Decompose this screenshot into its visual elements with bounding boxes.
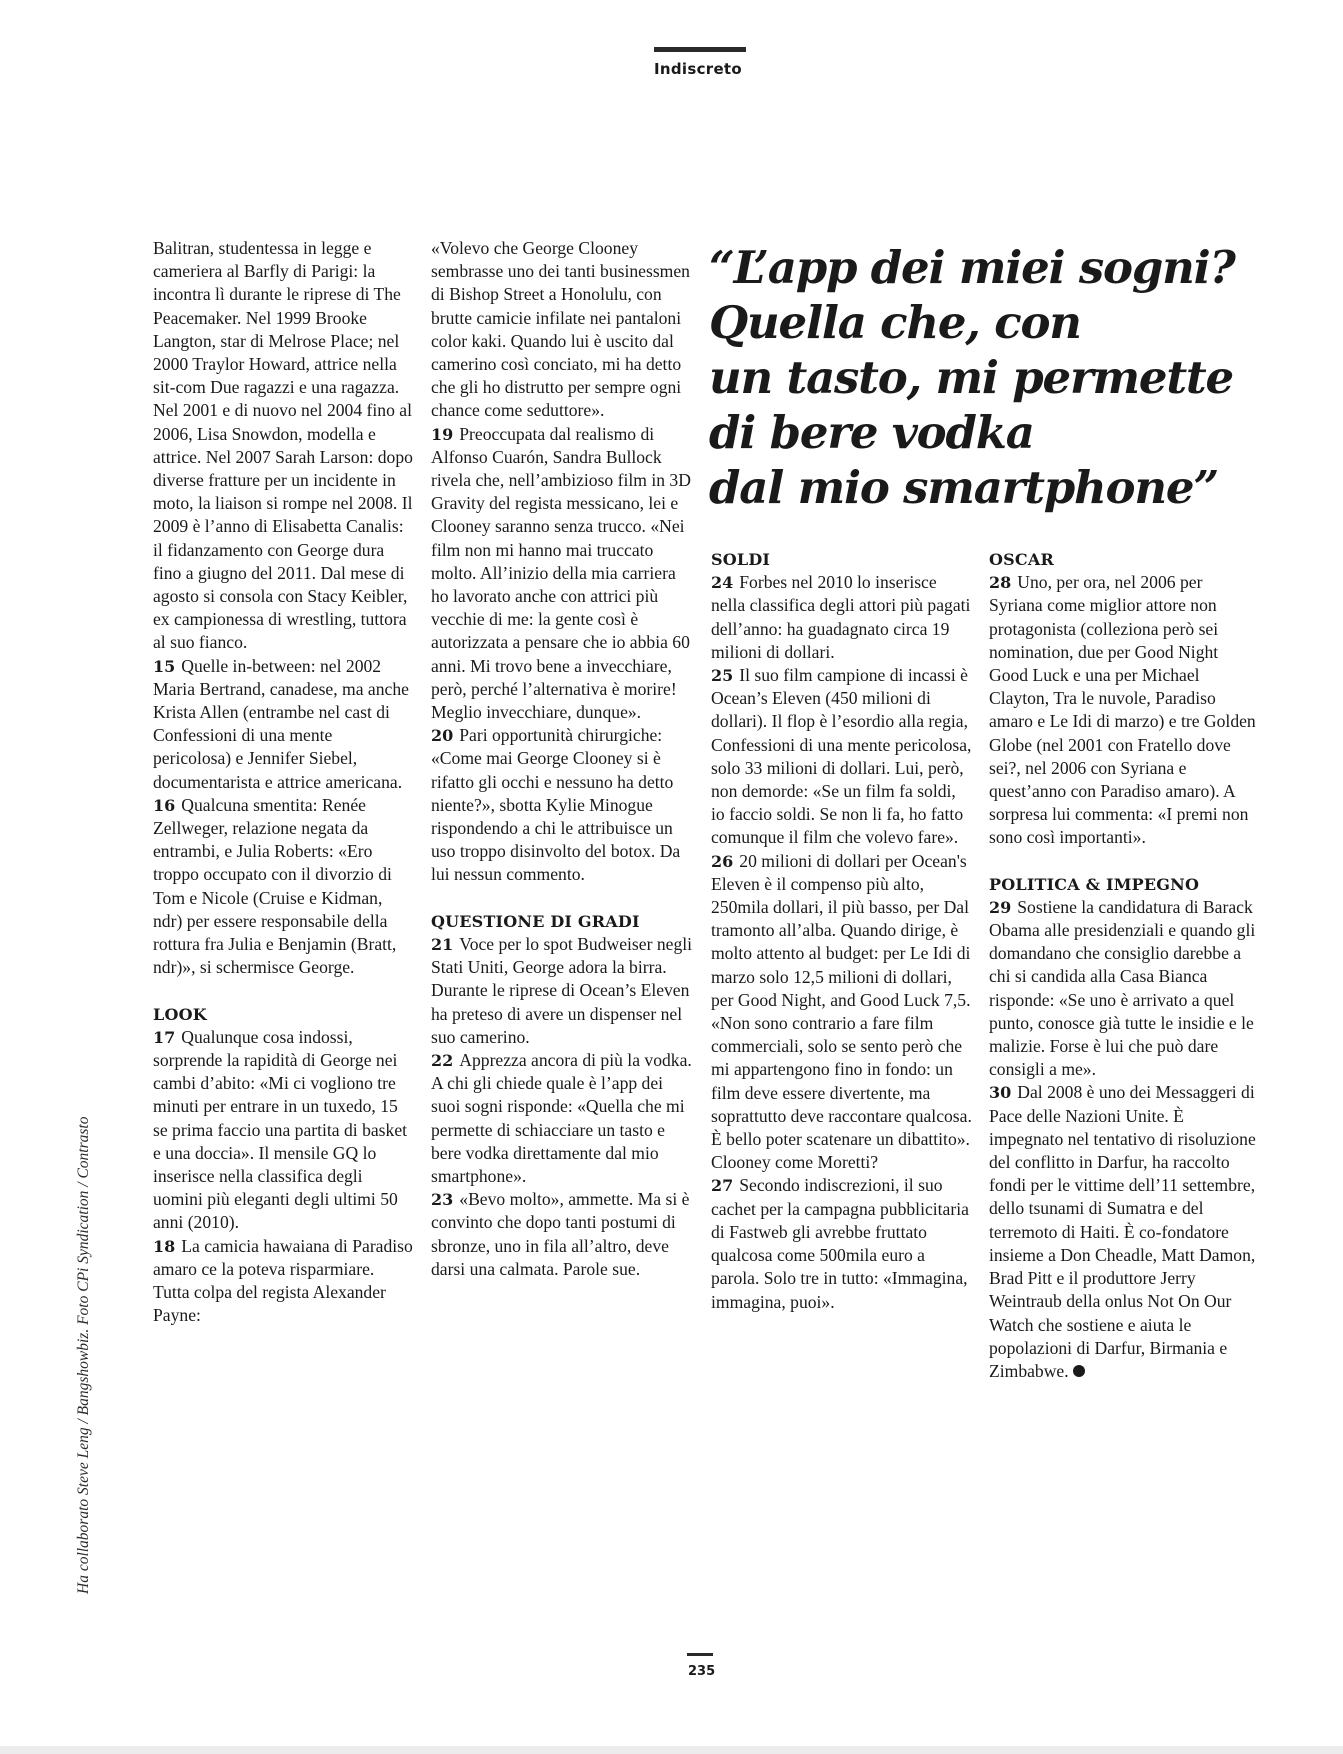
article-column-1 (153, 237, 413, 1327)
item-text: Secondo indiscrezioni, il suo cachet per la campagna pubblicitaria di Fastweb gli avrebbe fruttato qualcosa come 500mila euro a parola. Solo tre in tutto: «Immagina, immagina, puoi». (711, 1175, 969, 1312)
subhead-soldi: SOLDI (711, 550, 771, 569)
item-text: Qualunque cosa indossi, sorprende la rapidità di George nei cambi d’abito: «Mi ci vogliono tre minuti per entrare in un tuxedo, 15 se prima faccio una partita di basket e una doccia». Il mensile GQ lo inserisce nella classifica degli uomini più eleganti degli ultimi 50 anni (2010). (153, 1026, 408, 1233)
item-text: Dal 2008 è uno dei Messaggeri di Pace delle Nazioni Unite. È impegnato nel tentativo di risoluzione del conflitto in Darfur, ha raccolto fondi per le vittime dell’11 settembre, dello tsunami di Sumatra e del terremoto di Haiti. È co-fondatore insieme a Don Cheadle, Matt Damon, Brad Pitt e il produttore Jerry Weintraub della onlus Not On Our Watch che sostiene e aiuta le popolazioni di Darfur, Birmania e Zimbabwe. (989, 1082, 1256, 1381)
pull-quote-line: un tasto, mi permette (709, 351, 1233, 404)
item-number: 25 (711, 666, 734, 686)
paragraph: Balitran, studentessa in legge e cameriera al Barfly di Parigi: la incontra lì durante le riprese di The Peacemaker. Nel 1999 Brooke Langton, star di Melrose Place; nel 2000 Traylor Howard, attrice nella sit-com Due ragazzi e una ragazza. Nel 2001 e di nuovo nel 2004 fino al 2006, Lisa Snowdon, modella e attrice. Nel 2007 Sarah Larson: dopo diverse fratture per un incidente in moto, la liaison si rompe nel 2008. Il 2009 è l’anno di Elisabetta Canalis: il fidanzamento con George dura fino a giugno del 2011. Dal mese di agosto si consola con Stacy Keibler, ex campionessa di wrestling, tuttora al suo fianco. (153, 238, 413, 653)
item-number: 27 (711, 1176, 734, 1196)
footer-rule (687, 1653, 713, 1656)
item-21 (431, 933, 695, 1049)
item-number: 21 (431, 934, 454, 954)
pull-quote-line: “L’app dei miei sogni? (709, 241, 1235, 294)
item-text: «Bevo molto», ammette. Ma si è convinto che dopo tanti postumi di sbronze, uno in fila all’altro, deve darsi una calmata. Parole sue. (431, 1189, 690, 1279)
item-text: La camicia hawaiana di Paradiso amaro ce la poteva risparmiare. Tutta colpa del regista Alexander Payne: (153, 1235, 413, 1326)
item-text: Uno, per ora, nel 2006 per Syriana come miglior attore non protagonista (colleziona però sei nomination, due per Good Night Good Luck e una per Michael Clayton, Tra le nuvole, Paradiso amaro e Le Idi di marzo) e tre Golden Globe (nel 2001 con Fratello dove sei?, nel 2006 con Syriana e quest’anno con Paradiso amaro). A sorpresa lui commenta: «I premi non sono così importanti». (989, 572, 1256, 848)
item-number: 17 (153, 1027, 176, 1047)
item-24 (711, 571, 973, 664)
end-of-article-dot-icon (1073, 1365, 1085, 1377)
article-column-3 (711, 548, 973, 1314)
subhead-questione-di-gradi: QUESTIONE DI GRADI (431, 911, 640, 931)
item-text: Il suo film campione di incassi è Ocean’s Eleven (450 milioni di dollari). Il flop è l’esordio alla regia, Confessioni di una mente pericolosa, solo 33 milioni di dollari. Lui, però, non demorde: «Se un film fa soldi, io faccio soldi. Se non li fa, ho fatto comunque il film che volevo fare». (711, 665, 972, 848)
pull-quote-line: di bere vodka (709, 406, 1034, 459)
item-20 (431, 724, 695, 886)
photo-credit: Ha collaborato Steve Leng / Bangshowbiz. Foto CPi Syndication / Contrasto (75, 1116, 92, 1594)
item-text: Forbes nel 2010 lo inserisce nella classifica degli attori più pagati dell’anno: ha guadagnato circa 19 milioni di dollari. (711, 572, 971, 662)
item-text: Sostiene la candidatura di Barack Obama alle presidenziali e quando gli domandano che consiglio darebbe a chi si candida alla Casa Bianca risponde: «Se uno è arrivato a quel punto, conosce già tutte le insidie e le malizie. Forse è lui che può dare consigli a me». (989, 896, 1256, 1080)
paragraph: «Volevo che George Clooney sembrasse uno dei tanti businessmen di Bishop Street a Honolulu, con brutte camicie infilate nei pantaloni color kaki. Quando lui è uscito dal camerino così conciato, mi ha detto che gli ho distrutto per sempre ogni chance come seduttore». (431, 238, 690, 421)
item-text: Qualcuna smentita: Renée Zellweger, relazione negata da entrambi, e Julia Roberts: «Ero troppo occupato con il divorzio di Tom e Nicole (Cruise e Kidman, ndr) per essere responsabile della rottura fra Julia e Benjamin (Bratt, ndr)», si schermisce George. (153, 794, 397, 978)
item-number: 29 (989, 897, 1012, 917)
item-29 (989, 896, 1259, 1082)
item-25 (711, 664, 973, 850)
item-number: 26 (711, 851, 734, 871)
item-28 (989, 571, 1259, 849)
item-18 (153, 1235, 413, 1328)
item-22 (431, 1049, 695, 1188)
item-text: Quelle in-between: nel 2002 Maria Bertrand, canadese, ma anche Krista Allen (entrambe nel cast di Confessioni di una mente pericolosa) e Jennifer Siebel, documentarista e attrice americana. (153, 655, 409, 792)
article-column-2 (431, 237, 695, 1281)
item-26 (711, 850, 973, 1175)
item-text: Voce per lo spot Budweiser negli Stati Uniti, George adora la birra. Durante le riprese di Ocean’s Eleven ha preteso di avere un dispenser nel suo camerino. (431, 933, 693, 1047)
subhead-politica-impegno: POLITICA & IMPEGNO (989, 874, 1200, 894)
pull-quote-line: dal mio smartphone” (709, 461, 1219, 514)
item-number: 30 (989, 1083, 1012, 1103)
item-number: 20 (431, 726, 454, 746)
item-number: 19 (431, 424, 454, 444)
item-30 (989, 1081, 1259, 1383)
subhead-oscar: OSCAR (989, 550, 1054, 569)
item-number: 28 (989, 573, 1012, 593)
pull-quote (709, 240, 1269, 515)
item-16 (153, 794, 413, 980)
item-text: Pari opportunità chirurgiche: «Come mai George Clooney si è rifatto gli occhi e nessuno ha detto niente?», sbotta Kylie Minogue rispondendo a chi le attribuisce un uso troppo disinvolto del botox. Da lui nessun commento. (431, 725, 681, 885)
item-15 (153, 655, 413, 794)
item-number: 23 (431, 1190, 454, 1210)
item-text: 20 milioni di dollari per Ocean's Eleven è il compenso più alto, 250mila dollari, il più basso, per Dal tramonto all’alba. Quando dirige, è molto attento al budget: per Le Idi di marzo solo 12,5 milioni di dollari, per Good Night, and Good Luck 7,5. «Non sono contrario a fare film commerciali, solo se sento però che mi appartengono fino in fondo: un film deve essere divertente, ma soprattutto deve raccontare qualcosa. È bello poter scatenare un dibattito». Clooney come Moretti? (711, 850, 972, 1173)
item-text: Preoccupata dal realismo di Alfonso Cuarón, Sandra Bullock rivela che, nell’ambizioso film in 3D Gravity del regista messicano, lei e Clooney saranno senza trucco. «Nei film non mi hanno mai truccato molto. All’inizio della mia carriera ho lavorato anche con attrici più vecchie di me: la gente così è autorizzata a pensare che io abbia 60 anni. Mi trovo bene a invecchiare, però, perché l’alternativa è morire! Meglio invecchiare, dunque». (431, 423, 691, 723)
item-number: 22 (431, 1050, 454, 1070)
item-text: Apprezza ancora di più la vodka. A chi gli chiede quale è l’app dei suoi sogni risponde: «Quella che mi permette di schiacciare un tasto e bere vodka direttamente dal mio smartphone». (431, 1049, 692, 1186)
item-number: 16 (153, 795, 176, 815)
article-column-4 (989, 548, 1259, 1383)
item-number: 24 (711, 573, 734, 593)
item-23 (431, 1188, 695, 1281)
pull-quote-line: Quella che, con (709, 296, 1081, 349)
item-number: 15 (153, 656, 176, 676)
item-19 (431, 423, 695, 725)
page-number: 235 (688, 1664, 716, 1679)
item-number: 18 (153, 1236, 176, 1256)
section-label: Indiscreto (654, 60, 743, 78)
item-27 (711, 1174, 973, 1313)
page-bottom-edge (0, 1746, 1343, 1754)
item-17 (153, 1026, 413, 1235)
header-rule (654, 47, 746, 52)
subhead-look: LOOK (153, 1004, 207, 1024)
